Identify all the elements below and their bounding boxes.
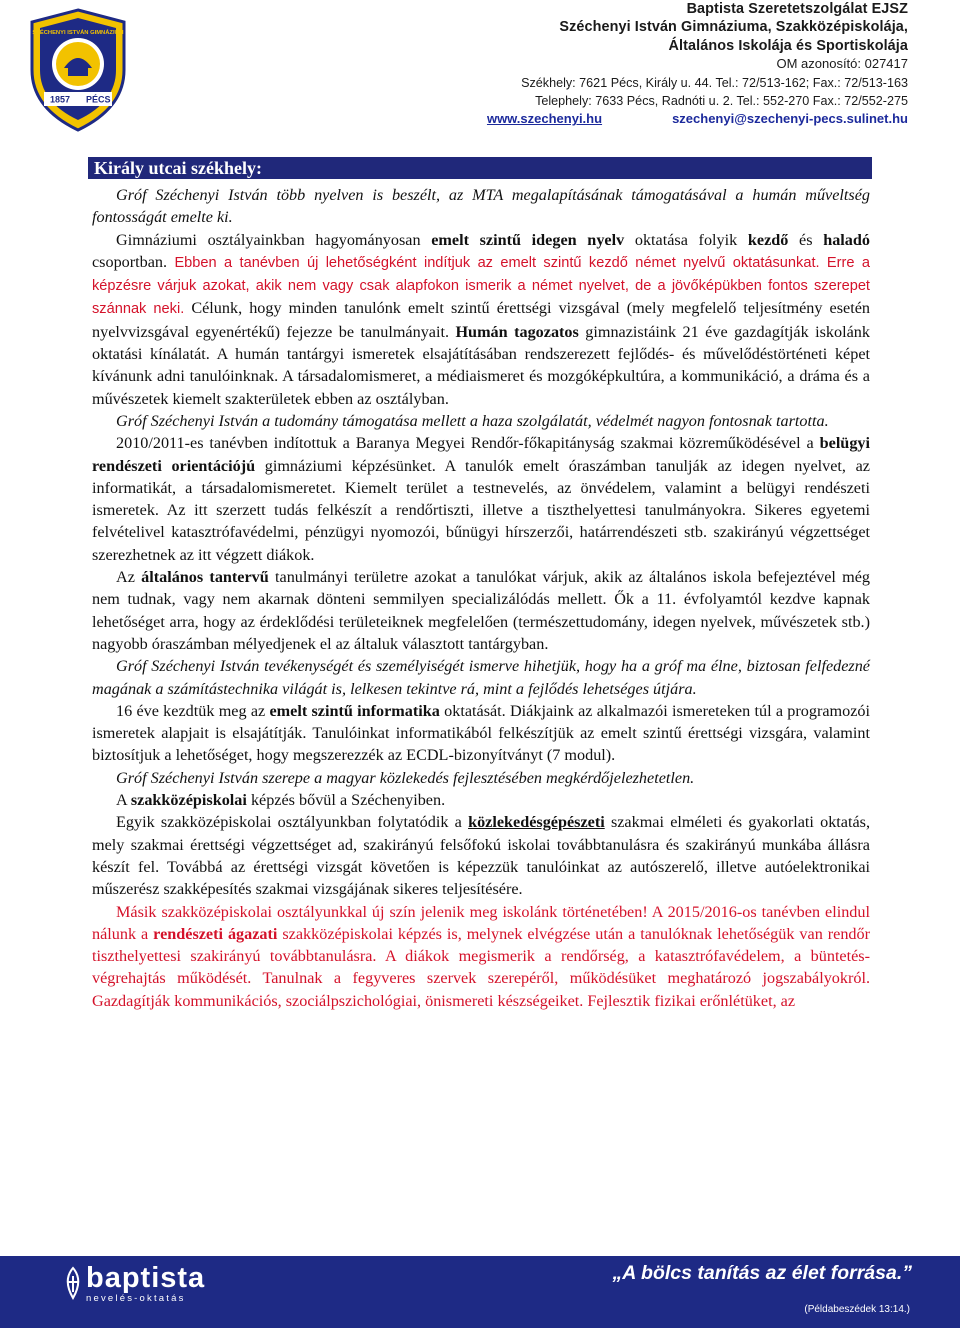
footer-brand [62, 1262, 205, 1304]
footer-quote: „A bölcs tanítás az élet forrása.” [612, 1262, 912, 1284]
letterhead [0, 0, 960, 140]
footer-band [0, 1256, 960, 1328]
paragraph-vehicle-engineering: Egyik szakközépiskolai osztályunkban folytatódik a közlekedésgépészeti szakmai elméleti és gyakorlati oktatás, mely szakmai érettségi végzettséget ad, szakirányú felsőfokú iskolai továbbtanulásra és szakirányú munkába állásra készít fel. Továbbá az érettségi vizsgát követően is képezzük tanulóinkat az autószerelő, illetve autóelektronikai műszerész szakképesítés szakmai vizsgájának sikeres teljesítésére. [92, 813, 871, 899]
web-and-email [487, 110, 908, 128]
footer-quote-reference: (Példabeszédek 13:14.) [804, 1304, 910, 1315]
paragraph-defense-quote: Gróf Széchenyi István a tudomány támogatása mellett a haza szolgálatát, védelmét nagyon fontosnak tartotta. [116, 411, 829, 430]
paragraph-vocational-intro: A szakközépiskolai képzés bővül a Széchenyiben. [116, 791, 446, 810]
logo-city: PÉCS [86, 94, 111, 105]
paragraph-policing-sector: Másik szakközépiskolai osztályunkkal új szín jelenik meg iskolánk történetében! A 2015/2016-os tanévben elindul nálunk a rendészeti ágazati szakközépiskolai képzés is, melynek elvégzése után a tanulóknak lehetőségük van rendőr tiszthelyettesi szakirányú továbbtanulásra. A diákok megismerik a rendőrség, a katasztrófavédelem, a büntetés-végrehajtás működését. Tanulnak a fegyveres szervek szerepéről, működésüket meghatározó jogszabályokról. Gazdagítják kommunikációs, szociálpszichológiai, önismereti készségeiket. Fejlesztik fizikai erőnlétüket, az [92, 902, 870, 1010]
website-link[interactable]: www.szechenyi.hu [486, 111, 603, 127]
school-contact-block [487, 0, 908, 129]
logo-school-name: SZÉCHENYI ISTVÁN GIMNÁZIUM [32, 30, 124, 36]
paragraph-law-enforcement: 2010/2011-es tanévben indítottuk a Baranya Megyei Rendőr-főkapitányság szakmai közreműködésével a belügyi rendészeti orientációjú gimnáziumi képzésünket. A tanulók emelt óraszámban tanulják az idegen nyelvet, az informatikát, a társadalomismeretet. Kiemelt terület a testnevelés, az önvédelem, valamint a belügyi rendészeti ismeretek. Az itt szerzett tudás felkészít a rendőrtiszti, illetve a tiszthelyettesi tanulmányokra. Sikeres egyetemi felvételivel katasztrófavédelmi, pénzügyi nyomozói, bűnügyi hírszerzői, határrendészeti stb. szakirányú végzettséget szerezhetnek az itt végzett diákok. [92, 434, 870, 564]
school-type-line: Általános Iskolája és Sportiskolája [668, 37, 908, 54]
paragraph-languages-quote: Gróf Széchenyi István több nyelven is beszélt, az MTA megalapításának támogatásával a humán műveltség fontosságát emelte ki. [92, 186, 870, 227]
paragraph-languages: Gimnáziumi osztályainkban hagyományosan emelt szintű idegen nyelv oktatása folyik kezdő és haladó csoportban. Ebben a tanévben új lehetőségként indítjuk az emelt szintű kezdő német nyelvű oktatásunkat. Erre a képzésre várjuk azokat, akik nem vagy csak alapfokon ismerik a német nyelvet, de a jövőképükben fontos szerepet szánnak neki. Célunk, hogy minden tanulónk emelt szintű érettségi vizsgával (mely megfelelő teljesítmény esetén nyelvvizsgával egyenértékű) fejezze be tanulmányait. Humán tagozatos gimnazistáink 21 éve gazdagítják iskolánk oktatási kínálatát. A humán tantárgyi ismeretek elsajátításában rendszerezett fejlődés- és művelődéstörténeti képet kívánunk adni tanulóinknak. A társadalomismeret, a médiaismeret és mozgóképkultúra, a kommunikáció, a dráma és a művészetek kiemelt szakterületek ebben az osztályban. [92, 230, 870, 408]
school-name-line: Széchenyi István Gimnáziuma, Szakközépiskolája, [559, 19, 908, 36]
paragraph-informatics: 16 éve kezdtük meg az emelt szintű informatika oktatását. Diákjaink az alkalmazói ismereteken túl a programozói ismeretek alapjait is elsajátítják. Tanulóinkat informatikából felkészítjük az emelt szintű érettségi vizsgára, valamint biztosítjuk a lehetőséget, hogy megszerezzék az ECDL-bizonyítványt (7 modul). [92, 701, 870, 765]
school-logo-crest [28, 8, 128, 132]
vehicle-engineering-term: közlekedésgépészeti [468, 813, 605, 832]
german-course-highlight: Ebben a tanévben új lehetőségként indítjuk az emelt szintű kezdő német nyelvű oktatásunkat. Erre a képzésre várjuk azokat, akik nem vagy csak alapfokon ismerik a német nyelvet, de a jövőképükben fontos szerepet szánnak neki. [92, 254, 870, 318]
om-id: OM azonosító: 027417 [776, 56, 908, 72]
org-name-line: Baptista Szeretetszolgálat EJSZ [686, 1, 908, 17]
paragraph-computing-quote: Gróf Széchenyi István tevékenységét és személyiségét ismerve hihetjük, hogy ha a gróf ma élne, biztosan felfedezné magának a számítástechnika világát is, lelkesen tekintve rá, mint a fejlődés lehetséges útjára. [92, 657, 870, 698]
body-text [92, 184, 870, 1012]
section-heading: Király utcai székhely: [88, 157, 872, 179]
seat-address: Székhely: 7621 Pécs, Király u. 44. Tel.: 72/513-162; Fax.: 72/513-163 [521, 75, 908, 90]
paragraph-transport-quote: Gróf Széchenyi István szerepe a magyar közlekedés fejlesztésében megkérdőjelezhetetlen. [116, 768, 695, 787]
brand-subtitle: nevelés-oktatás [86, 1293, 186, 1304]
brand-name: baptista [86, 1262, 206, 1294]
paragraph-general-curriculum: Az általános tantervű tanulmányi területre azokat a tanulókat várjuk, akik az általános iskola befejeztével még nem tudnak, vagy nem akarnak dönteni semmilyen specializálódás mellett. Ők a 11. évfolyamtól kezdve kapnak lehetőséget arra, hogy az érdeklődési területeiknek megfelelően (természettudomány, idegen nyelvek, művészetek stb.) nagyobb óraszámban mélyedjenek el az általuk választott tantárgyban. [92, 568, 871, 653]
logo-year: 1857 [50, 94, 71, 105]
site-address: Telephely: 7633 Pécs, Radnóti u. 2. Tel.: 552-270 Fax.: 72/552-275 [535, 94, 908, 109]
email-address[interactable]: szechenyi@szechenyi-pecs.sulinet.hu [672, 111, 908, 127]
